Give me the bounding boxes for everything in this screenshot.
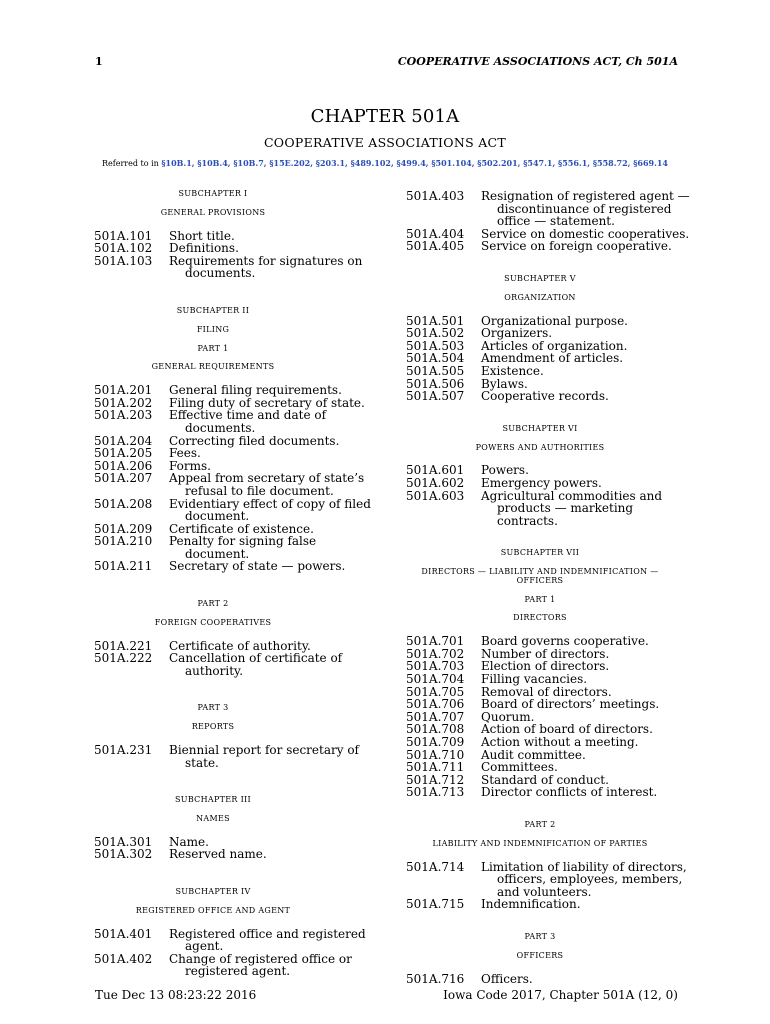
- section-title: Definitions.: [169, 241, 239, 256]
- section-title: Penalty for signing false document.: [169, 534, 317, 561]
- section-title: Organizers.: [481, 326, 553, 341]
- section-heading: DIRECTORS: [513, 613, 567, 623]
- section-number: 501A.601: [406, 463, 465, 478]
- toc-entry: [406, 490, 696, 528]
- section-heading: FOREIGN COOPERATIVES: [154, 617, 272, 627]
- section-title: Cancellation of certificate of authority.: [169, 651, 343, 678]
- section-number: 501A.716: [406, 971, 465, 986]
- section-heading: SUBCHAPTER VI: [502, 423, 578, 433]
- referred-prefix: Referred to in: [102, 159, 162, 168]
- section-number: 501A.221: [94, 638, 153, 653]
- left-column: [94, 190, 384, 978]
- section-title: Quorum.: [481, 709, 535, 724]
- section-title: Standard of conduct.: [481, 772, 609, 787]
- section-title: Change of registered office or registered agent.: [169, 951, 352, 979]
- toc-entry: [94, 447, 384, 460]
- section-number: 501A.210: [94, 534, 153, 549]
- section-title: Cooperative records.: [481, 389, 609, 404]
- section-heading: SUBCHAPTER IV: [175, 887, 251, 896]
- section-heading: SUBCHAPTER VII: [500, 548, 580, 558]
- section-number: 501A.202: [94, 395, 153, 410]
- section-number: 501A.701: [406, 634, 465, 649]
- section-number: 501A.401: [94, 926, 153, 941]
- section-title: Registered office and registered agent.: [169, 926, 366, 954]
- section-number: 501A.201: [94, 383, 153, 398]
- section-title: Correcting filed documents.: [169, 433, 340, 448]
- section-title: Board of directors’ meetings.: [481, 697, 660, 712]
- section-title: Amendment of articles.: [481, 351, 624, 366]
- chapter-subtitle: COOPERATIVE ASSOCIATIONS ACT: [263, 135, 507, 150]
- section-title: Effective time and date of documents.: [169, 408, 327, 435]
- section-title: General filing requirements.: [169, 383, 342, 398]
- section-heading: REGISTERED OFFICE AND AGENT: [135, 905, 291, 915]
- toc-entry: [94, 560, 384, 573]
- section-title: Evidentiary effect of copy of filed document.: [169, 496, 371, 524]
- section-title: Existence.: [481, 363, 544, 378]
- section-number: 501A.504: [406, 351, 465, 366]
- section-heading: PART 2: [524, 819, 556, 829]
- section-heading: ORGANIZATION: [504, 292, 576, 302]
- section-number: 501A.709: [406, 735, 465, 750]
- toc-entry: [406, 327, 696, 340]
- section-title: Organizational purpose.: [481, 313, 628, 328]
- toc-entry: [406, 477, 696, 490]
- section-heading: PART 3: [197, 703, 229, 713]
- section-number: 501A.603: [406, 488, 465, 503]
- section-title: Officers.: [481, 971, 533, 986]
- section-title: Audit committee.: [481, 747, 586, 762]
- toc-entry: [94, 409, 384, 434]
- section-number: 501A.711: [406, 760, 465, 775]
- section-number: 501A.402: [94, 951, 153, 966]
- toc-entry: [406, 240, 696, 253]
- section-number: 501A.505: [406, 363, 465, 378]
- section-title: Name.: [169, 834, 209, 849]
- section-heading: LIABILITY AND INDEMNIFICATION OF PARTIES: [432, 838, 648, 848]
- section-title: Reserved name.: [169, 847, 267, 862]
- section-title: Powers.: [481, 463, 529, 478]
- toc-entry: [94, 255, 384, 280]
- section-number: 501A.208: [94, 496, 153, 511]
- section-title: Short title.: [169, 228, 235, 243]
- toc-entry: [406, 365, 696, 378]
- section-number: 501A.403: [406, 189, 465, 203]
- toc-entry: [94, 535, 384, 560]
- section-title: Action of board of directors.: [481, 722, 653, 737]
- referred-to-line: [0, 158, 770, 168]
- toc-entry: [406, 736, 696, 749]
- section-title: Requirements for signatures on documents.: [169, 253, 363, 281]
- section-number: 501A.705: [406, 684, 465, 699]
- section-title: Indemnification.: [481, 897, 581, 912]
- section-number: 501A.713: [406, 785, 465, 800]
- section-title: Board governs cooperative.: [481, 634, 649, 649]
- section-number: 501A.231: [94, 743, 153, 758]
- toc-entry: [406, 761, 696, 774]
- section-number: 501A.222: [94, 651, 153, 666]
- section-number: 501A.501: [406, 313, 465, 328]
- section-number: 501A.211: [94, 559, 153, 574]
- section-number: 501A.703: [406, 659, 465, 674]
- footer-code-reference: Iowa Code 2017, Chapter 501A (12, 0): [443, 988, 678, 1002]
- section-title: Secretary of state — powers.: [169, 559, 346, 574]
- section-heading: REPORTS: [191, 722, 235, 732]
- section-title: Number of directors.: [481, 646, 610, 661]
- section-title: Resignation of registered agent — discontinuance of registered office — statement.: [481, 189, 690, 229]
- section-heading: PART 1: [197, 343, 229, 353]
- section-title: Fees.: [169, 446, 201, 461]
- section-number: 501A.404: [406, 226, 465, 241]
- section-number: 501A.209: [94, 521, 153, 536]
- toc-entry: [406, 786, 696, 799]
- section-title: Committees.: [481, 760, 558, 775]
- section-title: Certificate of authority.: [169, 638, 311, 653]
- toc-entry: [406, 190, 696, 228]
- section-title: Director conflicts of interest.: [481, 785, 658, 800]
- section-title: Appeal from secretary of state’s refusal to file document.: [169, 471, 365, 498]
- section-heading: SUBCHAPTER V: [504, 273, 576, 283]
- toc-entry: [94, 472, 384, 497]
- section-title: Filling vacancies.: [481, 672, 588, 687]
- section-number: 501A.506: [406, 376, 465, 391]
- toc-entry: [406, 673, 696, 686]
- referred-references[interactable]: §10B.1, §10B.4, §10B.7, §15E.202, §203.1, §489.102, §499.4, §501.104, §502.201, §547.1, §556.1, §558.72, §669.14: [161, 158, 668, 168]
- section-title: Emergency powers.: [481, 475, 602, 490]
- section-number: 501A.101: [94, 228, 153, 243]
- page-number: 1: [95, 55, 103, 68]
- toc-entry: [94, 242, 384, 255]
- section-title: Articles of organization.: [481, 338, 628, 353]
- toc-entry: [94, 953, 384, 978]
- section-title: Filing duty of secretary of state.: [169, 395, 365, 410]
- section-number: 501A.602: [406, 475, 465, 490]
- section-number: 501A.207: [94, 471, 153, 486]
- section-number: 501A.502: [406, 326, 465, 341]
- toc-entry: [94, 384, 384, 397]
- section-number: 501A.704: [406, 672, 465, 687]
- section-heading: OFFICERS: [516, 950, 564, 960]
- section-number: 501A.715: [406, 897, 465, 912]
- section-number: 501A.205: [94, 446, 153, 461]
- section-number: 501A.710: [406, 747, 465, 762]
- section-title: Action without a meeting.: [481, 735, 639, 750]
- section-title: Certificate of existence.: [169, 521, 314, 536]
- section-title: Removal of directors.: [481, 684, 612, 699]
- section-heading: DIRECTORS — LIABILITY AND INDEMNIFICATION — OFFICERS: [421, 567, 659, 585]
- section-heading: GENERAL PROVISIONS: [160, 207, 266, 217]
- section-heading: PART 2: [197, 599, 229, 609]
- section-title: Election of directors.: [481, 659, 610, 674]
- section-number: 501A.206: [94, 458, 153, 473]
- section-number: 501A.204: [94, 433, 153, 448]
- toc-entry: [406, 698, 696, 711]
- section-heading: SUBCHAPTER II: [176, 305, 250, 315]
- toc-entry: [94, 744, 384, 769]
- section-title: Service on foreign cooperative.: [481, 239, 672, 254]
- section-heading: NAMES: [196, 814, 230, 824]
- toc-entry: [94, 848, 384, 861]
- toc-entry: [406, 898, 696, 911]
- section-number: 501A.503: [406, 338, 465, 353]
- right-column: [406, 190, 696, 985]
- section-heading: FILING: [196, 324, 230, 334]
- section-heading: SUBCHAPTER I: [178, 189, 248, 198]
- section-title: Bylaws.: [481, 376, 528, 391]
- section-number: 501A.707: [406, 709, 465, 724]
- running-title: COOPERATIVE ASSOCIATIONS ACT, Ch 501A: [397, 55, 678, 68]
- section-number: 501A.706: [406, 697, 465, 712]
- section-heading: PART 3: [524, 931, 556, 941]
- section-number: 501A.302: [94, 847, 153, 862]
- toc-entry: [406, 861, 696, 899]
- chapter-title: CHAPTER 501A: [310, 106, 460, 127]
- section-title: Forms.: [169, 458, 211, 473]
- section-title: Limitation of liability of directors, officers, employees, members, and volunteers.: [481, 859, 687, 899]
- section-number: 501A.203: [94, 408, 153, 423]
- toc-entry: [406, 973, 696, 986]
- toc-entry: [406, 635, 696, 648]
- section-number: 501A.708: [406, 722, 465, 737]
- section-title: Service on domestic cooperatives.: [481, 226, 690, 241]
- section-number: 501A.102: [94, 241, 153, 256]
- section-number: 501A.702: [406, 646, 465, 661]
- section-title: Biennial report for secretary of state.: [169, 743, 359, 770]
- toc-entry: [94, 928, 384, 953]
- footer-timestamp: Tue Dec 13 08:23:22 2016: [95, 988, 257, 1002]
- toc-entry: [94, 498, 384, 523]
- section-number: 501A.712: [406, 772, 465, 787]
- section-heading: GENERAL REQUIREMENTS: [151, 362, 275, 372]
- section-heading: PART 1: [524, 594, 556, 604]
- section-heading: POWERS AND AUTHORITIES: [475, 442, 605, 452]
- toc-entry: [94, 652, 384, 677]
- section-title: Agricultural commodities and products — marketing contracts.: [481, 488, 663, 528]
- section-number: 501A.714: [406, 859, 465, 874]
- section-heading: SUBCHAPTER III: [175, 795, 251, 805]
- section-number: 501A.507: [406, 389, 465, 404]
- section-number: 501A.103: [94, 253, 153, 268]
- section-number: 501A.301: [94, 834, 153, 849]
- section-number: 501A.405: [406, 239, 465, 254]
- toc-entry: [406, 390, 696, 403]
